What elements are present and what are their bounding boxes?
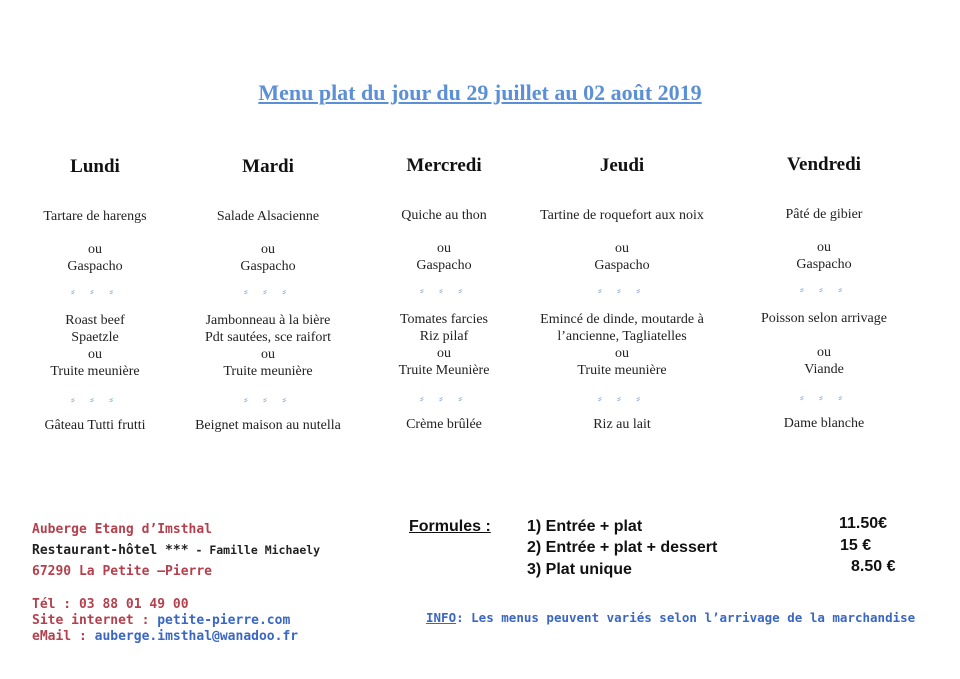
day-column-lundi bbox=[0, 156, 190, 434]
main-line: Riz pilaf bbox=[419, 329, 469, 344]
family-name: - Famille Michaely bbox=[188, 543, 321, 557]
main-line: Spaetzle bbox=[71, 330, 119, 345]
email-label: eMail : bbox=[32, 629, 95, 644]
alt-starter: Gaspacho bbox=[416, 258, 472, 273]
main-line: Truite Meunière bbox=[398, 363, 490, 378]
alt-starter: Gaspacho bbox=[796, 257, 852, 272]
phone-number: Tél : 03 88 01 49 00 bbox=[32, 597, 189, 612]
main-line: ou bbox=[615, 346, 629, 361]
main-line: l’ancienne, Tagliatelles bbox=[557, 329, 687, 344]
separator: ⸗ ⸗ ⸗ bbox=[800, 283, 848, 296]
formules-label: Formules : bbox=[409, 518, 491, 535]
day-name: Mardi bbox=[242, 156, 294, 177]
main-line: Truite meunière bbox=[223, 364, 313, 379]
or-label: ou bbox=[615, 241, 629, 256]
alt-starter: Gaspacho bbox=[594, 258, 650, 273]
day-column-mercredi bbox=[349, 155, 539, 433]
main-line: Truite meunière bbox=[50, 364, 140, 379]
or-label: ou bbox=[817, 240, 831, 255]
separator: ⸗ ⸗ ⸗ bbox=[420, 392, 468, 405]
info-text: : Les menus peuvent variés selon l’arrivage de la marchandise bbox=[456, 610, 916, 625]
main-line: Viande bbox=[804, 362, 844, 377]
restaurant-line bbox=[32, 543, 320, 558]
dessert: Dame blanche bbox=[783, 416, 865, 431]
starter: Pâté de gibier bbox=[785, 207, 863, 222]
restaurant-type: Restaurant-hôtel *** bbox=[32, 543, 189, 558]
dessert: Riz au lait bbox=[593, 417, 651, 432]
main-line: ou bbox=[437, 346, 451, 361]
dessert: Beignet maison au nutella bbox=[195, 418, 341, 433]
or-label: ou bbox=[437, 241, 451, 256]
formule-item: 1) Entrée + plat bbox=[527, 518, 643, 535]
main-line bbox=[729, 327, 919, 344]
formule-price: 15 € bbox=[840, 537, 872, 554]
website-line bbox=[32, 613, 290, 628]
or-label: ou bbox=[261, 242, 275, 257]
starter: Salade Alsacienne bbox=[216, 209, 320, 224]
separator: ⸗ ⸗ ⸗ bbox=[244, 285, 292, 298]
main-line: Emincé de dinde, moutarde à bbox=[540, 312, 704, 327]
website-link[interactable]: petite-pierre.com bbox=[157, 613, 291, 628]
info-label: INFO bbox=[426, 610, 457, 625]
starter: Quiche au thon bbox=[401, 208, 487, 223]
formule-item: 3) Plat unique bbox=[527, 561, 632, 578]
separator: ⸗ ⸗ ⸗ bbox=[598, 284, 646, 297]
restaurant-name: Auberge Etang d’Imsthal bbox=[32, 522, 213, 537]
dessert: Crème brûlée bbox=[406, 417, 482, 432]
or-label: ou bbox=[88, 242, 102, 257]
main-line: Tomates farcies bbox=[399, 312, 489, 327]
restaurant-city: 67290 La Petite –Pierre bbox=[32, 564, 213, 579]
dessert: Gâteau Tutti frutti bbox=[44, 418, 146, 433]
main-line: Pdt sautées, sce raifort bbox=[205, 330, 331, 345]
main-line: Truite meunière bbox=[577, 363, 667, 378]
separator: ⸗ ⸗ ⸗ bbox=[800, 391, 848, 404]
formule-item: 2) Entrée + plat + dessert bbox=[527, 539, 718, 556]
separator: ⸗ ⸗ ⸗ bbox=[420, 284, 468, 297]
email-link[interactable]: auberge.imsthal@wanadoo.fr bbox=[94, 629, 299, 644]
email-line bbox=[32, 629, 298, 644]
menu-title: Menu plat du jour du 29 juillet au 02 août 2019 bbox=[258, 80, 702, 105]
day-name: Lundi bbox=[70, 156, 120, 177]
info-line bbox=[426, 610, 915, 625]
separator: ⸗ ⸗ ⸗ bbox=[71, 393, 119, 406]
day-column-jeudi bbox=[527, 155, 717, 433]
starter: Tartine de roquefort aux noix bbox=[540, 208, 704, 223]
formule-price: 8.50 € bbox=[851, 558, 896, 575]
main-line: Jambonneau à la bière bbox=[205, 313, 331, 328]
main-line: Poisson selon arrivage bbox=[761, 311, 887, 326]
alt-starter: Gaspacho bbox=[67, 259, 123, 274]
day-column-mardi bbox=[173, 156, 363, 434]
main-line: ou bbox=[88, 347, 102, 362]
separator: ⸗ ⸗ ⸗ bbox=[244, 393, 292, 406]
starter: Tartare de harengs bbox=[43, 209, 147, 224]
day-column-vendredi bbox=[729, 154, 919, 432]
day-name: Jeudi bbox=[599, 155, 645, 176]
main-line: ou bbox=[261, 347, 275, 362]
separator: ⸗ ⸗ ⸗ bbox=[598, 392, 646, 405]
separator: ⸗ ⸗ ⸗ bbox=[71, 285, 119, 298]
formule-price: 11.50€ bbox=[839, 515, 888, 532]
main-line: Roast beef bbox=[65, 313, 125, 328]
day-name: Vendredi bbox=[787, 154, 861, 175]
alt-starter: Gaspacho bbox=[240, 259, 296, 274]
main-line: ou bbox=[817, 345, 831, 360]
day-name: Mercredi bbox=[406, 155, 482, 176]
website-label: Site internet : bbox=[32, 613, 158, 628]
